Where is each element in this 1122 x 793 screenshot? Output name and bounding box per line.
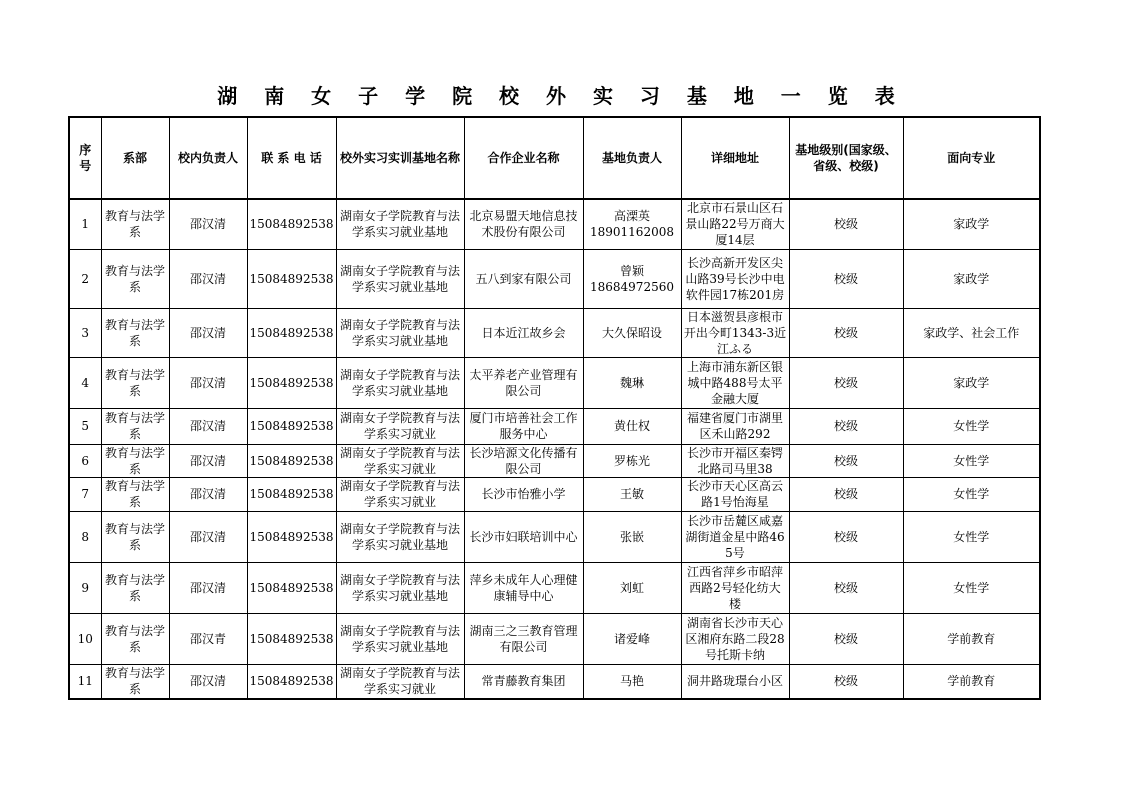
cell-major: 女性学 <box>903 511 1040 562</box>
cell-address-text: 上海市浦东新区银城中路488号太平金融大厦 <box>686 359 783 406</box>
cell-owner: 邵汉清 <box>169 249 247 308</box>
cell-owner: 邵汉清 <box>169 511 247 562</box>
cell-manager: 张嵌 <box>583 511 681 562</box>
cell-dept: 教育与法学系 <box>101 613 169 664</box>
cell-company: 常青藤教育集团 <box>464 664 583 699</box>
cell-base <box>336 562 464 613</box>
cell-level: 校级 <box>789 249 903 308</box>
cell-no: 4 <box>69 357 101 408</box>
cell-base-text: 湖南女子学院教育与法学系实习就业基地 <box>339 367 460 398</box>
cell-major: 学前教育 <box>903 613 1040 664</box>
cell-base-text: 湖南女子学院教育与法学系实习就业基地 <box>339 263 460 294</box>
cell-address <box>681 444 789 477</box>
cell-phone: 15084892538 <box>247 511 336 562</box>
cell-base <box>336 249 464 308</box>
cell-address-text: 江西省萍乡市昭萍西路2号轻化纺大楼 <box>686 564 783 611</box>
cell-no: 2 <box>69 249 101 308</box>
cell-base-text: 湖南女子学院教育与法学系实习就业 <box>339 666 460 697</box>
table-row <box>69 357 1040 408</box>
cell-address <box>681 199 789 249</box>
cell-owner: 邵汉清 <box>169 357 247 408</box>
cell-base <box>336 444 464 477</box>
cell-dept <box>101 408 169 444</box>
cell-base-text: 湖南女子学院教育与法学系实习就业基地 <box>339 209 460 240</box>
cell-owner: 邵汉清 <box>169 199 247 249</box>
cell-manager: 黄仕权 <box>583 408 681 444</box>
cell-no: 9 <box>69 562 101 613</box>
col-header-dept: 系部 <box>101 117 169 199</box>
cell-dept: 教育与法学系 <box>101 308 169 357</box>
cell-address-text: 长沙市开福区秦锷北路司马里38 <box>686 446 783 476</box>
cell-no: 10 <box>69 613 101 664</box>
cell-address <box>681 308 789 357</box>
cell-dept-text: 教育与法学系 <box>104 666 165 697</box>
cell-address-text: 洞井路珑璟台小区 <box>686 674 783 689</box>
cell-address <box>681 511 789 562</box>
table-row <box>69 562 1040 613</box>
cell-base-text: 湖南女子学院教育与法学系实习就业基地 <box>339 521 460 552</box>
table-row <box>69 308 1040 357</box>
cell-company: 长沙市怡雅小学 <box>464 477 583 511</box>
cell-phone: 15084892538 <box>247 199 336 249</box>
col-header-no: 序号 <box>69 117 101 199</box>
cell-level: 校级 <box>789 408 903 444</box>
cell-owner: 邵汉青 <box>169 613 247 664</box>
cell-phone: 15084892538 <box>247 308 336 357</box>
cell-major: 女性学 <box>903 408 1040 444</box>
col-header-manager: 基地负责人 <box>583 117 681 199</box>
cell-phone: 15084892538 <box>247 562 336 613</box>
cell-level: 校级 <box>789 444 903 477</box>
cell-dept <box>101 664 169 699</box>
cell-address <box>681 477 789 511</box>
col-header-level: 基地级别(国家级、省级、校级) <box>789 117 903 199</box>
cell-company: 北京易盟天地信息技术股份有限公司 <box>464 199 583 249</box>
cell-level: 校级 <box>789 511 903 562</box>
cell-phone: 15084892538 <box>247 408 336 444</box>
cell-owner: 邵汉清 <box>169 477 247 511</box>
cell-major: 女性学 <box>903 477 1040 511</box>
cell-phone: 15084892538 <box>247 249 336 308</box>
cell-manager: 诸爱峰 <box>583 613 681 664</box>
col-header-major: 面向专业 <box>903 117 1040 199</box>
cell-base <box>336 308 464 357</box>
cell-dept <box>101 444 169 477</box>
cell-level: 校级 <box>789 562 903 613</box>
table-row <box>69 664 1040 699</box>
cell-dept: 教育与法学系 <box>101 249 169 308</box>
cell-address-text: 长沙市天心区高云路1号怡海星 <box>686 479 783 509</box>
cell-owner: 邵汉清 <box>169 308 247 357</box>
cell-phone: 15084892538 <box>247 477 336 511</box>
cell-phone: 15084892538 <box>247 444 336 477</box>
cell-dept: 教育与法学系 <box>101 357 169 408</box>
cell-manager: 罗栋光 <box>583 444 681 477</box>
cell-major: 家政学 <box>903 199 1040 249</box>
col-header-company: 合作企业名称 <box>464 117 583 199</box>
cell-base <box>336 357 464 408</box>
cell-dept-text: 教育与法学系 <box>104 411 165 441</box>
cell-owner: 邵汉清 <box>169 664 247 699</box>
cell-major: 女性学 <box>903 562 1040 613</box>
cell-company: 湖南三之三教育管理有限公司 <box>464 613 583 664</box>
cell-base-text: 湖南女子学院教育与法学系实习就业基地 <box>339 572 460 603</box>
cell-major: 学前教育 <box>903 664 1040 699</box>
col-header-owner: 校内负责人 <box>169 117 247 199</box>
cell-base-text: 湖南女子学院教育与法学系实习就业 <box>339 411 460 441</box>
page-title: 湖 南 女 子 学 院 校 外 实 习 基 地 一 览 表 <box>217 84 905 108</box>
cell-company: 五八到家有限公司 <box>464 249 583 308</box>
cell-base <box>336 613 464 664</box>
cell-no: 8 <box>69 511 101 562</box>
cell-company: 太平养老产业管理有限公司 <box>464 357 583 408</box>
cell-base-text: 湖南女子学院教育与法学系实习就业 <box>339 446 460 476</box>
cell-address-text: 日本滋贺县彦根市开出今町1343-3近江ふる <box>683 310 787 356</box>
cell-no: 11 <box>69 664 101 699</box>
cell-phone: 15084892538 <box>247 664 336 699</box>
cell-company: 萍乡未成年人心理健康辅导中心 <box>464 562 583 613</box>
cell-base-text: 湖南女子学院教育与法学系实习就业基地 <box>339 317 460 348</box>
cell-manager: 刘虹 <box>583 562 681 613</box>
table-row <box>69 511 1040 562</box>
cell-address-text: 长沙市岳麓区咸嘉湖街道金星中路465号 <box>685 513 785 560</box>
cell-address <box>681 357 789 408</box>
cell-manager: 高溧英 18901162008 <box>583 199 681 249</box>
cell-owner: 邵汉清 <box>169 562 247 613</box>
cell-address <box>681 562 789 613</box>
cell-level: 校级 <box>789 613 903 664</box>
cell-level: 校级 <box>789 477 903 511</box>
cell-address <box>681 613 789 664</box>
table-header-row <box>69 117 1040 199</box>
table-row <box>69 408 1040 444</box>
cell-no: 3 <box>69 308 101 357</box>
cell-address-text: 北京市石景山区石景山路22号万商大厦14层 <box>685 201 785 248</box>
cell-dept-text: 教育与法学系 <box>104 479 165 509</box>
cell-dept-text: 教育与法学系 <box>104 446 165 476</box>
cell-base-text: 湖南女子学院教育与法学系实习就业 <box>339 479 460 509</box>
cell-base <box>336 408 464 444</box>
table-row <box>69 613 1040 664</box>
cell-major: 家政学 <box>903 249 1040 308</box>
cell-level: 校级 <box>789 308 903 357</box>
cell-company: 厦门市培善社会工作服务中心 <box>464 408 583 444</box>
table-row <box>69 444 1040 477</box>
cell-level: 校级 <box>789 357 903 408</box>
table-row <box>69 199 1040 249</box>
cell-base <box>336 199 464 249</box>
cell-major: 女性学 <box>903 444 1040 477</box>
cell-no: 7 <box>69 477 101 511</box>
cell-base <box>336 664 464 699</box>
cell-no: 1 <box>69 199 101 249</box>
cell-company: 长沙培源文化传播有限公司 <box>464 444 583 477</box>
base-table <box>68 116 1041 700</box>
cell-phone: 15084892538 <box>247 613 336 664</box>
cell-base <box>336 511 464 562</box>
cell-manager: 马艳 <box>583 664 681 699</box>
col-header-phone: 联 系 电 话 <box>247 117 336 199</box>
cell-base <box>336 477 464 511</box>
cell-phone: 15084892538 <box>247 357 336 408</box>
col-header-address: 详细地址 <box>681 117 789 199</box>
cell-address-text: 长沙高新开发区尖山路39号长沙中电软件园17栋201房 <box>685 255 785 302</box>
cell-dept: 教育与法学系 <box>101 511 169 562</box>
cell-dept <box>101 477 169 511</box>
cell-address <box>681 664 789 699</box>
col-header-base: 校外实习实训基地名称 <box>336 117 464 199</box>
cell-base-text: 湖南女子学院教育与法学系实习就业基地 <box>339 623 460 654</box>
cell-major: 家政学 <box>903 357 1040 408</box>
cell-manager: 大久保昭设 <box>583 308 681 357</box>
cell-owner: 邵汉清 <box>169 408 247 444</box>
cell-company: 长沙市妇联培训中心 <box>464 511 583 562</box>
cell-address-text: 湖南省长沙市天心区湘府东路二段28号托斯卡纳 <box>685 615 785 662</box>
cell-company: 日本近江故乡会 <box>464 308 583 357</box>
cell-major: 家政学、社会工作 <box>903 308 1040 357</box>
cell-manager: 魏琳 <box>583 357 681 408</box>
cell-owner: 邵汉清 <box>169 444 247 477</box>
table-row <box>69 477 1040 511</box>
cell-dept: 教育与法学系 <box>101 199 169 249</box>
cell-dept: 教育与法学系 <box>101 562 169 613</box>
cell-no: 5 <box>69 408 101 444</box>
cell-manager: 曾颖 18684972560 <box>583 249 681 308</box>
cell-no: 6 <box>69 444 101 477</box>
cell-address <box>681 408 789 444</box>
cell-level: 校级 <box>789 664 903 699</box>
cell-manager: 王敏 <box>583 477 681 511</box>
cell-level: 校级 <box>789 199 903 249</box>
cell-address <box>681 249 789 308</box>
table-row <box>69 249 1040 308</box>
cell-address-text: 福建省厦门市湖里区禾山路292 <box>686 411 783 441</box>
